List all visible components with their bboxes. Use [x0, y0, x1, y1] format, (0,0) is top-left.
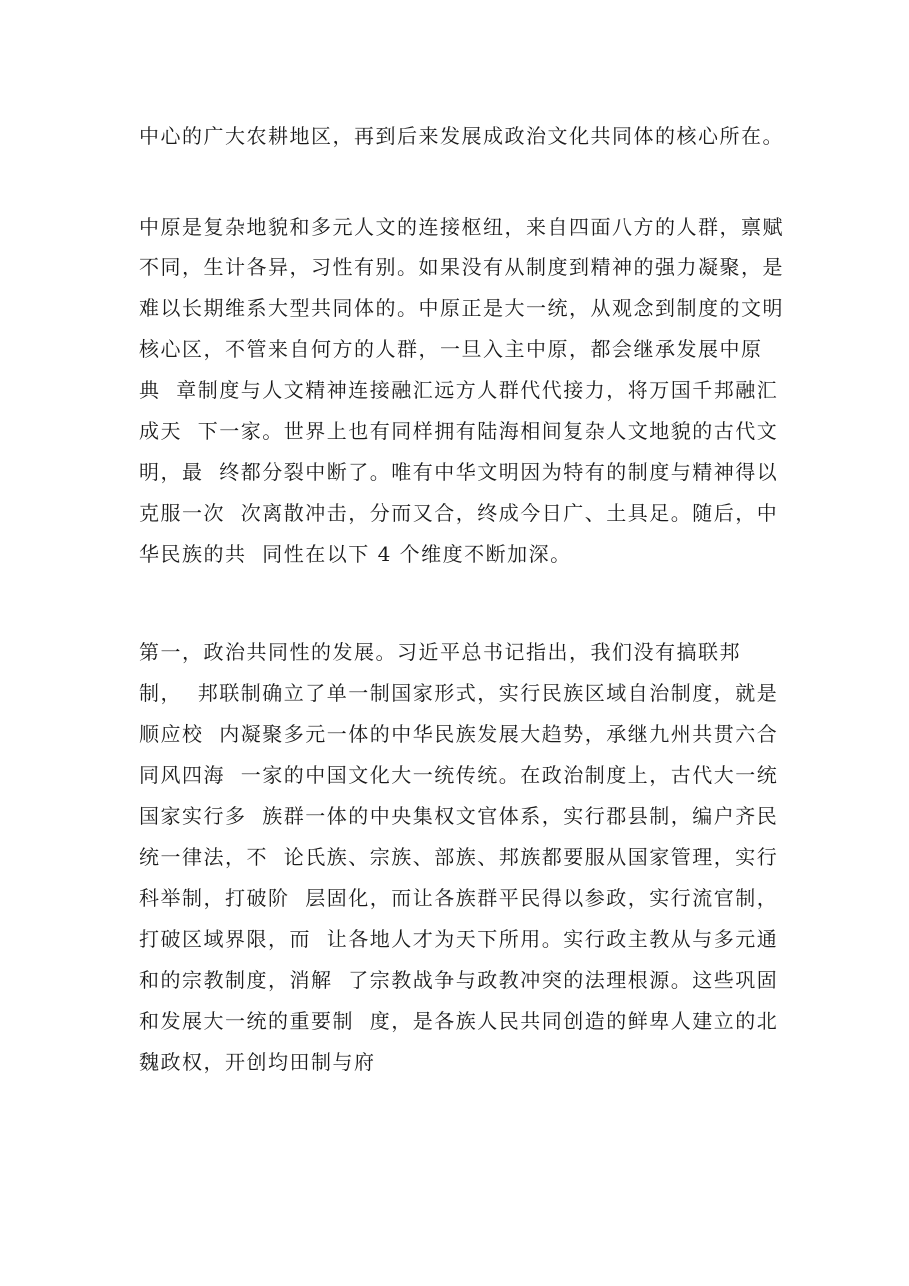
paragraph-2-line-9: 华民族的共 同性在以下 4 个维度不断加深。 [139, 542, 572, 566]
paragraph-1-line-1: 中心的广大农耕地区，再到后来发展成政治文化共同体的核心所在。 [139, 124, 784, 148]
paragraph-2-line-6: 成天 下一家。世界上也有同样拥有陆海相间复杂人文地貌的古代文 [139, 419, 779, 443]
paragraph-2-line-8: 克服一次 次离散冲击，分而又合，终成今日广、土具足。随后，中 [139, 501, 779, 525]
paragraph-3-line-6: 统一律法，不 论氏族、宗族、部族、邦族都要服从国家管理，实行 [139, 845, 779, 869]
paragraph-3-line-7: 科举制，打破阶 层固化，而让各族群平民得以参政，实行流官制， [139, 886, 779, 910]
paragraph-3-line-9: 和的宗教制度，消解 了宗教战争与政教冲突的法理根源。这些巩固 [139, 968, 779, 992]
paragraph-3-line-11: 魏政权，开创均田制与府 [139, 1050, 376, 1074]
paragraph-3-line-5: 国家实行多 族群一体的中央集权文官体系，实行郡县制，编户齐民 [139, 804, 779, 828]
paragraph-2-line-1: 中原是复杂地貌和多元人文的连接枢纽，来自四面八方的人群，禀赋 [139, 215, 784, 239]
paragraph-2-line-5: 典 章制度与人文精神连接融汇远方人群代代接力，将万国千邦融汇 [139, 378, 779, 402]
paragraph-3-line-3: 顺应校 内凝聚多元一体的中华民族发展大趋势，承继九州共贯六合 [139, 722, 779, 746]
paragraph-3-line-10: 和发展大一统的重要制 度，是各族人民共同创造的鲜卑人建立的北 [139, 1009, 779, 1033]
paragraph-3-line-1: 第一，政治共同性的发展。习近平总书记指出，我们没有搞联邦 [139, 640, 741, 664]
paragraph-2-line-7: 明，最 终都分裂中断了。唯有中华文明因为特有的制度与精神得以 [139, 460, 779, 484]
paragraph-3-line-4: 同风四海 一家的中国文化大一统传统。在政治制度上，古代大一统 [139, 763, 779, 787]
paragraph-2-line-3: 难以长期维系大型共同体的。中原正是大一统，从观念到制度的文明 [139, 296, 784, 320]
paragraph-3-line-8: 打破区域界限，而 让各地人才为天下所用。实行政主教从与多元通 [139, 927, 779, 951]
paragraph-2-line-4: 核心区，不管来自何方的人群，一旦入主中原，都会继承发展中原 [139, 337, 763, 361]
paragraph-3-line-2: 制， 邦联制确立了单一制国家形式，实行民族区域自治制度，就是 [139, 681, 779, 705]
paragraph-2-line-2: 不同，生计各异，习性有别。如果没有从制度到精神的强力凝聚，是 [139, 255, 784, 279]
